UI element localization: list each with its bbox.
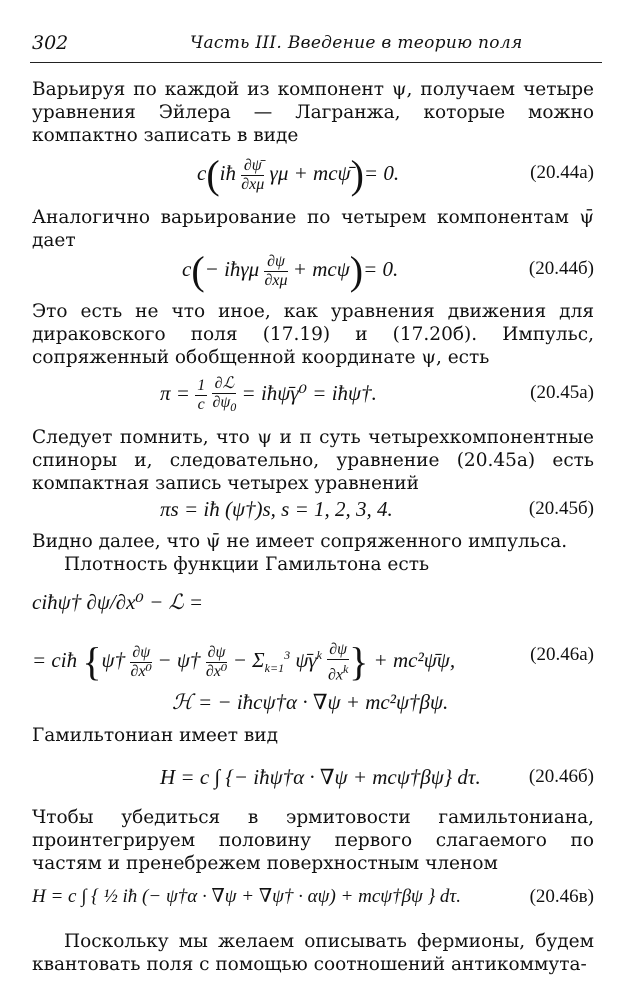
paragraph-4: Следует помнить, что ψ и π суть четырехкомпонентные спиноры и, следовательно, уравнение (20.45а) есть компактная запись четырех уравнений — [32, 427, 594, 494]
equation-number: (20.46а) — [530, 644, 594, 665]
paragraph-3: Это есть не что иное, как уравнения движения для дираковского поля (17.19) и (17.20б). Импульс, сопряженный обобщенной координате ψ, есть — [32, 301, 594, 368]
equation-number: (20.45б) — [528, 498, 594, 519]
equation-20-44a — [32, 148, 594, 198]
equation-20-46a-line3: ℋ = − iħcψ†α · ∇ψ + mc²ψ†βψ. — [172, 690, 449, 714]
equation-20-46a-line2: = ciħ {ψ† $\frac{\partial\psi}{\text{∂x⁰}}$ − ψ† $\frac{\partial\psi}{\text{∂x⁰}}$ − $\Sigma_{k=1}^3$ $\psī\gamma^k$ $\frac{\partial\psi}{\partial x^k}$ } + mc²ψ̄ψ, (20.46а) — [32, 630, 594, 680]
paragraph-6: Плотность функции Гамильтона есть — [64, 554, 430, 575]
equation-20-44b — [32, 244, 594, 294]
paragraph-8: Чтобы убедиться в эрмитовости гамильтониана, проинтегрируем половину первого слагаемого по частям и пренебрежем поверхностным членом — [32, 807, 594, 874]
running-title: Часть III. Введение в теорию поля — [190, 33, 523, 53]
equation-body: c(iħ $\frac{\partial\psī}{\partial x\mu}$ γμ + mcψ̄)= 0. — [197, 152, 400, 198]
equation-body: c(− iħγμ $\frac{\partial\psi}{\partial x\mu}$ + mcψ)= 0. — [182, 248, 399, 294]
equation-20-46a-line1: ciħψ† ∂ψ/∂x⁰ − ℒ = — [32, 590, 204, 614]
paragraph-9: Поскольку мы желаем описывать фермионы, будем квантовать поля с помощью соотношений антикоммута- — [32, 931, 594, 975]
equation-body: π = $\frac{1}{c}$ ∂ℒ $\partial\psi_0$ = iħψ̄γ⁰ = iħψ†. — [160, 374, 377, 414]
equation-body: πs = iħ (ψ†)s, s = 1, 2, 3, 4. — [160, 497, 393, 521]
paragraph-7: Гамильтониан имеет вид — [32, 725, 278, 746]
equation-number: (20.45а) — [530, 382, 594, 403]
equation-20-46b: H = c ∫ {− iħψ†α · ∇ψ + mcψ†βψ} dτ. (20.46б) — [32, 752, 594, 802]
equation-20-46c: H = c ∫ { ½ iħ (− ψ†α · ∇ψ + ∇ψ† · αψ) + mcψ†βψ } dτ. (20.46в) — [32, 872, 594, 922]
equation-20-45a — [32, 368, 594, 418]
page-number: 302 — [32, 32, 69, 54]
equation-20-45b — [32, 484, 594, 534]
paragraph-1: Варьируя по каждой из компонент ψ, получаем четыре уравнения Эйлера — Лагранжа, которые можно компактно записать в виде — [32, 79, 594, 146]
running-header — [30, 28, 602, 63]
equation-number: (20.46в) — [529, 886, 594, 907]
equation-number: (20.44а) — [530, 162, 594, 183]
equation-number: (20.44б) — [528, 258, 594, 279]
paragraph-2: Аналогично варьирование по четырем компонентам ψ̄ дает — [32, 207, 594, 251]
paragraph-5: Видно далее, что ψ̄ не имеет сопряженного импульса. — [32, 531, 568, 552]
equation-number: (20.46б) — [528, 766, 594, 787]
